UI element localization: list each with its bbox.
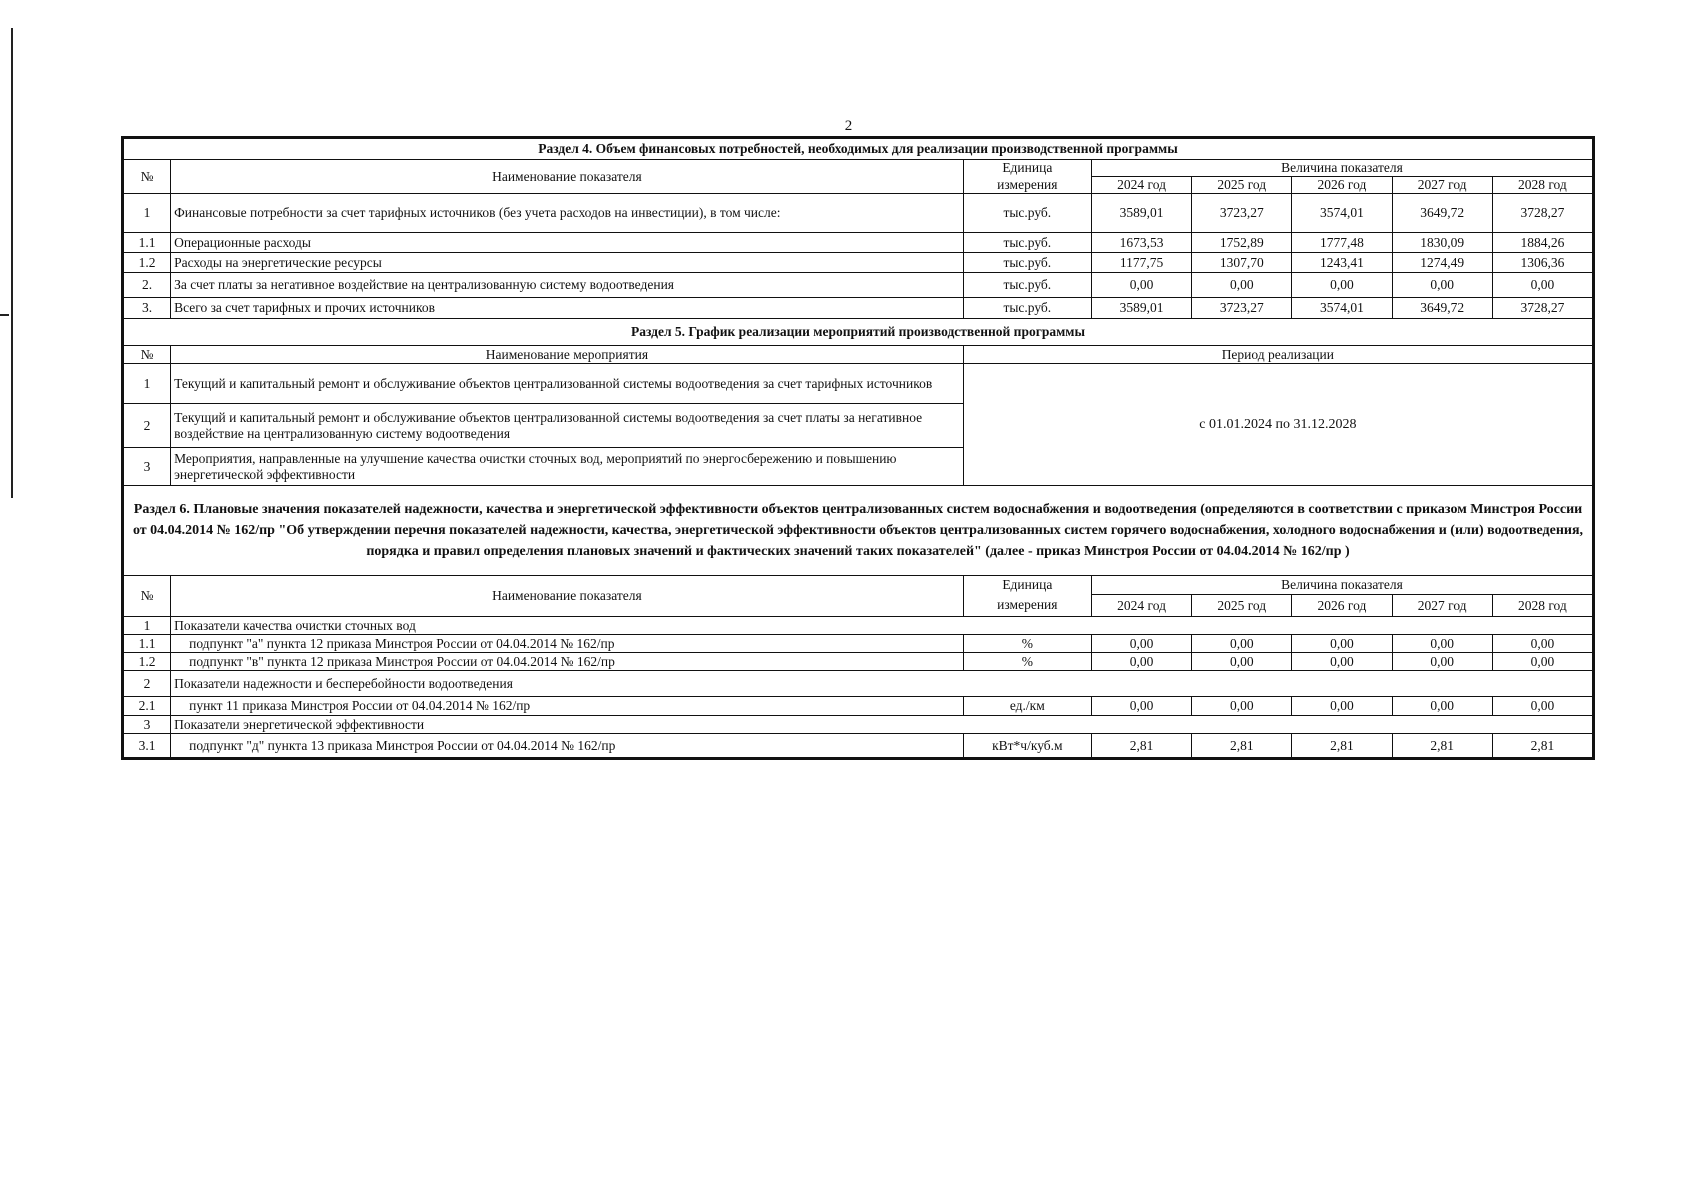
row-group-name: Показатели качества очистки сточных вод [171, 617, 1593, 635]
section4-col-value: Величина показателя [1091, 160, 1592, 177]
section6-col-unit-2: измерения [963, 595, 1091, 617]
row-num: 1 [124, 194, 171, 233]
section4-year: 2025 год [1192, 177, 1292, 194]
table-row [124, 653, 1593, 671]
section6-col-num: № [124, 576, 171, 617]
section6-col-name: Наименование показателя [171, 576, 964, 617]
table-row [124, 671, 1593, 697]
row-value: 0,00 [1292, 273, 1392, 298]
row-name: За счет платы за негативное воздействие на централизованную систему водоотведения [171, 273, 964, 298]
row-value: 2,81 [1192, 734, 1292, 758]
row-name: подпункт "д" пункта 13 приказа Минстроя России от 04.04.2014 № 162/пр [171, 734, 964, 758]
section4-title-row [124, 139, 1593, 160]
row-value: 1884,26 [1492, 233, 1592, 253]
section5-title: Раздел 5. График реализации мероприятий производственной программы [124, 319, 1593, 346]
row-value: 2,81 [1091, 734, 1191, 758]
row-value: 0,00 [1192, 697, 1292, 716]
row-value: 0,00 [1292, 635, 1392, 653]
section4-col-num: № [124, 160, 171, 194]
row-value: 1673,53 [1091, 233, 1191, 253]
row-unit: тыс.руб. [963, 253, 1091, 273]
row-value: 1777,48 [1292, 233, 1392, 253]
row-value: 3649,72 [1392, 194, 1492, 233]
row-value: 0,00 [1292, 653, 1392, 671]
row-unit: ед./км [963, 697, 1091, 716]
row-unit: тыс.руб. [963, 194, 1091, 233]
table-row [124, 617, 1593, 635]
row-value: 0,00 [1492, 273, 1592, 298]
section4-col-unit: Единица [963, 160, 1091, 177]
table-row [124, 635, 1593, 653]
row-name: Текущий и капитальный ремонт и обслуживание объектов централизованной системы водоотведения за счет платы за негативное воздействие на централизованную систему водоотведения [171, 404, 964, 448]
row-value: 0,00 [1392, 273, 1492, 298]
row-value: 0,00 [1192, 653, 1292, 671]
section5-col-name: Наименование мероприятия [171, 346, 964, 364]
row-value: 0,00 [1091, 273, 1191, 298]
row-unit: % [963, 653, 1091, 671]
row-name: Расходы на энергетические ресурсы [171, 253, 964, 273]
row-value: 0,00 [1492, 653, 1592, 671]
row-unit: % [963, 635, 1091, 653]
row-num: 1.1 [124, 233, 171, 253]
row-num: 1.2 [124, 653, 171, 671]
section6-title: Раздел 6. Плановые значения показателей надежности, качества и энергетической эффективности объектов централизованных систем водоснабжения и водоотведения (определяются в соответствии с приказом Минстроя России от 04.04.2014 № 162/пр "Об утверждении перечня показателей надежности, качества, энергетической эффективности объектов централизованных систем горячего водоснабжения, холодного водоснабжения и (или) водоотведения, порядка и правил определения плановых значений и фактических значений таких показателей" (далее - приказ Минстроя России от 04.04.2014 № 162/пр ) [124, 486, 1593, 576]
section4-year: 2027 год [1392, 177, 1492, 194]
row-num: 3. [124, 298, 171, 319]
row-num: 2 [124, 404, 171, 448]
document-table [121, 136, 1595, 760]
section6-col-value: Величина показателя [1091, 576, 1592, 595]
section6-col-unit: Единица [963, 576, 1091, 595]
page-number: 2 [844, 118, 853, 134]
row-num: 1.1 [124, 635, 171, 653]
row-num: 1.2 [124, 253, 171, 273]
row-group-name: Показатели надежности и бесперебойности водоотведения [171, 671, 1593, 697]
row-value: 1830,09 [1392, 233, 1492, 253]
row-value: 0,00 [1492, 697, 1592, 716]
row-value: 3589,01 [1091, 298, 1191, 319]
row-value: 1177,75 [1091, 253, 1191, 273]
table-row [124, 273, 1593, 298]
row-num: 3 [124, 716, 171, 734]
row-value: 0,00 [1091, 697, 1191, 716]
row-num: 2 [124, 671, 171, 697]
table-row [124, 233, 1593, 253]
row-name: Текущий и капитальный ремонт и обслуживание объектов централизованной системы водоотведения за счет тарифных источников [171, 364, 964, 404]
table-row [124, 253, 1593, 273]
section4-col-unit-2: измерения [963, 177, 1091, 194]
row-num: 1 [124, 364, 171, 404]
section6-header-row [124, 576, 1593, 595]
row-value: 3723,27 [1192, 298, 1292, 319]
binding-margin-line [11, 28, 13, 498]
row-value: 3589,01 [1091, 194, 1191, 233]
row-value: 0,00 [1492, 635, 1592, 653]
row-value: 3728,27 [1492, 298, 1592, 319]
row-name: Операционные расходы [171, 233, 964, 253]
section5-header-row [124, 346, 1593, 364]
row-value: 3574,01 [1292, 194, 1392, 233]
row-value: 1752,89 [1192, 233, 1292, 253]
table-row [124, 298, 1593, 319]
program-table [123, 138, 1593, 758]
row-value: 2,81 [1492, 734, 1592, 758]
row-name: пункт 11 приказа Минстроя России от 04.04.2014 № 162/пр [171, 697, 964, 716]
row-value: 3723,27 [1192, 194, 1292, 233]
section6-year: 2028 год [1492, 595, 1592, 617]
row-value: 1306,36 [1492, 253, 1592, 273]
row-value: 0,00 [1192, 273, 1292, 298]
section5-col-num: № [124, 346, 171, 364]
row-value: 3649,72 [1392, 298, 1492, 319]
row-num: 3 [124, 448, 171, 486]
section4-header-row [124, 160, 1593, 177]
section4-year: 2024 год [1091, 177, 1191, 194]
row-value: 3728,27 [1492, 194, 1592, 233]
binding-margin-tick [0, 314, 9, 316]
row-num: 3.1 [124, 734, 171, 758]
implementation-period: с 01.01.2024 по 31.12.2028 [963, 364, 1592, 486]
row-value: 0,00 [1392, 697, 1492, 716]
row-value: 0,00 [1392, 653, 1492, 671]
section6-title-row [124, 486, 1593, 576]
section4-col-name: Наименование показателя [171, 160, 964, 194]
row-value: 1274,49 [1392, 253, 1492, 273]
section4-year: 2028 год [1492, 177, 1592, 194]
section6-year: 2026 год [1292, 595, 1392, 617]
section6-year: 2024 год [1091, 595, 1191, 617]
row-unit: тыс.руб. [963, 273, 1091, 298]
row-value: 0,00 [1292, 697, 1392, 716]
row-value: 1243,41 [1292, 253, 1392, 273]
row-num: 1 [124, 617, 171, 635]
row-value: 2,81 [1292, 734, 1392, 758]
row-num: 2. [124, 273, 171, 298]
section5-col-period: Период реализации [963, 346, 1592, 364]
row-name: подпункт "а" пункта 12 приказа Минстроя России от 04.04.2014 № 162/пр [171, 635, 964, 653]
row-value: 2,81 [1392, 734, 1492, 758]
section6-year: 2027 год [1392, 595, 1492, 617]
row-group-name: Показатели энергетической эффективности [171, 716, 1593, 734]
section4-title: Раздел 4. Объем финансовых потребностей, необходимых для реализации производственной программы [124, 139, 1593, 160]
row-unit: кВт*ч/куб.м [963, 734, 1091, 758]
row-name: Финансовые потребности за счет тарифных источников (без учета расходов на инвестиции), в том числе: [171, 194, 964, 233]
row-name: Мероприятия, направленные на улучшение качества очистки сточных вод, мероприятий по энергосбережению и повышению энергетической эффективности [171, 448, 964, 486]
row-num: 2.1 [124, 697, 171, 716]
row-unit: тыс.руб. [963, 233, 1091, 253]
table-row [124, 734, 1593, 758]
section5-title-row [124, 319, 1593, 346]
table-row [124, 716, 1593, 734]
row-value: 0,00 [1091, 653, 1191, 671]
row-unit: тыс.руб. [963, 298, 1091, 319]
row-value: 1307,70 [1192, 253, 1292, 273]
row-value: 0,00 [1192, 635, 1292, 653]
table-row [124, 697, 1593, 716]
table-row [124, 364, 1593, 404]
section6-year: 2025 год [1192, 595, 1292, 617]
row-name: Всего за счет тарифных и прочих источников [171, 298, 964, 319]
table-row [124, 194, 1593, 233]
row-value: 0,00 [1091, 635, 1191, 653]
row-name: подпункт "в" пункта 12 приказа Минстроя России от 04.04.2014 № 162/пр [171, 653, 964, 671]
row-value: 0,00 [1392, 635, 1492, 653]
row-value: 3574,01 [1292, 298, 1392, 319]
section4-year: 2026 год [1292, 177, 1392, 194]
